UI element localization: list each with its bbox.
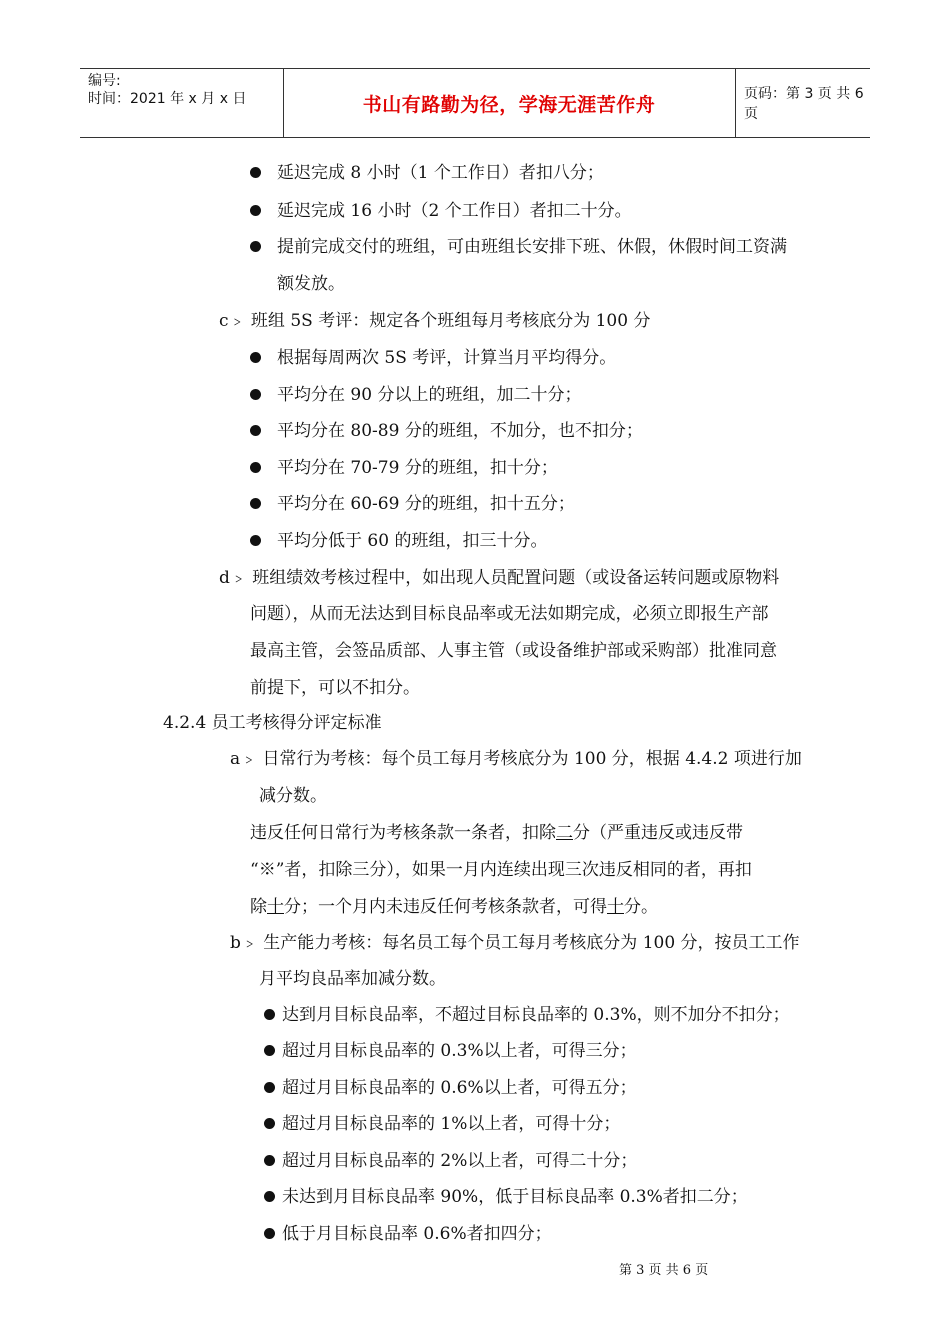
violation-line — [250, 896, 658, 918]
page-header — [80, 68, 870, 138]
list-item: 达到月目标良品率，不超过目标良品率的 0.3%，则不加分不扣分； — [282, 1005, 790, 1025]
list-item: 平均分在 70-79 分的班组，扣十分； — [277, 458, 558, 478]
violation-line — [250, 822, 743, 844]
doc-time-label: 时间：2021 年 x 月 x 日 — [88, 91, 247, 107]
bullet-icon — [264, 1082, 275, 1093]
bullet-icon — [250, 535, 261, 546]
item-b-line: 月平均良品率加减分数。 — [259, 969, 446, 989]
list-item: 平均分在 80-89 分的班组，不加分，也不扣分； — [277, 421, 643, 441]
bullet-icon — [250, 205, 261, 216]
list-item-continuation: 额发放。 — [277, 274, 345, 294]
underlined-value: 十 — [607, 897, 624, 917]
list-item: 延迟完成 8 小时（1 个工作日）者扣八分； — [277, 163, 604, 183]
section-d-line: 最高主管，会签品质部、人事主管（或设备维护部或采购部）批准同意 — [250, 641, 777, 661]
item-b-line: b﹥ 生产能力考核：每名员工每个员工每月考核底分为 100 分，按员工工作 — [230, 933, 800, 953]
header-motto: 书山有路勤为径，学海无涯苦作舟 — [283, 69, 736, 137]
page-footer: 第 3 页 共 6 页 — [619, 1263, 709, 1278]
list-item: 未达到月目标良品率 90%，低于目标良品率 0.3%者扣二分； — [282, 1187, 748, 1207]
bullet-icon — [250, 462, 261, 473]
violation-line: “※”者，扣除三分），如果一月内连续出现三次违反相同的者，再扣 — [250, 860, 752, 880]
list-item: 超过月目标良品率的 0.3%以上者，可得三分； — [282, 1041, 637, 1061]
bullet-icon — [250, 498, 261, 509]
bullet-icon — [264, 1009, 275, 1020]
text-run: 分（严重违反或违反带 — [573, 823, 743, 843]
section-d-line: 问题），从而无法达到目标良品率或无法如期完成，必须立即报生产部 — [250, 604, 769, 624]
text-run: 违反任何日常行为考核条款一条者，扣除 — [250, 823, 556, 843]
bullet-icon — [250, 425, 261, 436]
text-run: 除 — [250, 897, 267, 917]
bullet-icon — [250, 389, 261, 400]
bullet-icon — [264, 1045, 275, 1056]
bullet-icon — [250, 352, 261, 363]
text-run: 分；一个月内未违反任何考核条款者，可得 — [284, 897, 607, 917]
list-item: 延迟完成 16 小时（2 个工作日）者扣二十分。 — [277, 201, 632, 221]
bullet-icon — [250, 167, 261, 178]
list-item: 平均分在 60-69 分的班组，扣十五分； — [277, 494, 575, 514]
header-meta — [80, 69, 284, 137]
underlined-value: 二 — [556, 823, 573, 843]
bullet-icon — [250, 241, 261, 252]
list-item: 超过月目标良品率的 0.6%以上者，可得五分； — [282, 1078, 637, 1098]
section-d-line: 前提下，可以不扣分。 — [250, 678, 420, 698]
header-page-number: 页码：第 3 页 共 6 页 — [744, 86, 864, 122]
section-heading: 4.2.4 员工考核得分评定标准 — [163, 713, 382, 733]
list-item: 根据每周两次 5S 考评，计算当月平均得分。 — [277, 348, 617, 368]
bullet-icon — [264, 1118, 275, 1129]
item-a-line: 减分数。 — [259, 786, 327, 806]
bullet-icon — [264, 1191, 275, 1202]
list-item: 平均分在 90 分以上的班组，加二十分； — [277, 385, 582, 405]
list-item: 提前完成交付的班组，可由班组长安排下班、休假，休假时间工资满 — [277, 237, 787, 257]
underlined-value: 十 — [267, 897, 284, 917]
bullet-icon — [264, 1228, 275, 1239]
text-run: 分。 — [624, 897, 658, 917]
item-a-line: a﹥ 日常行为考核：每个员工每月考核底分为 100 分，根据 4.4.2 项进行加 — [230, 749, 802, 769]
section-d-line: d﹥ 班组绩效考核过程中，如出现人员配置问题（或设备运转问题或原物料 — [219, 568, 780, 588]
list-item: 超过月目标良品率的 1%以上者，可得十分； — [282, 1114, 621, 1134]
list-item: 超过月目标良品率的 2%以上者，可得二十分； — [282, 1151, 638, 1171]
section-c-title: c﹥ 班组 5S 考评：规定各个班组每月考核底分为 100 分 — [219, 311, 651, 331]
doc-number-label: 编号: — [88, 73, 121, 89]
list-item: 低于月目标良品率 0.6%者扣四分； — [282, 1224, 552, 1244]
bullet-icon — [264, 1155, 275, 1166]
list-item: 平均分低于 60 的班组，扣三十分。 — [277, 531, 548, 551]
